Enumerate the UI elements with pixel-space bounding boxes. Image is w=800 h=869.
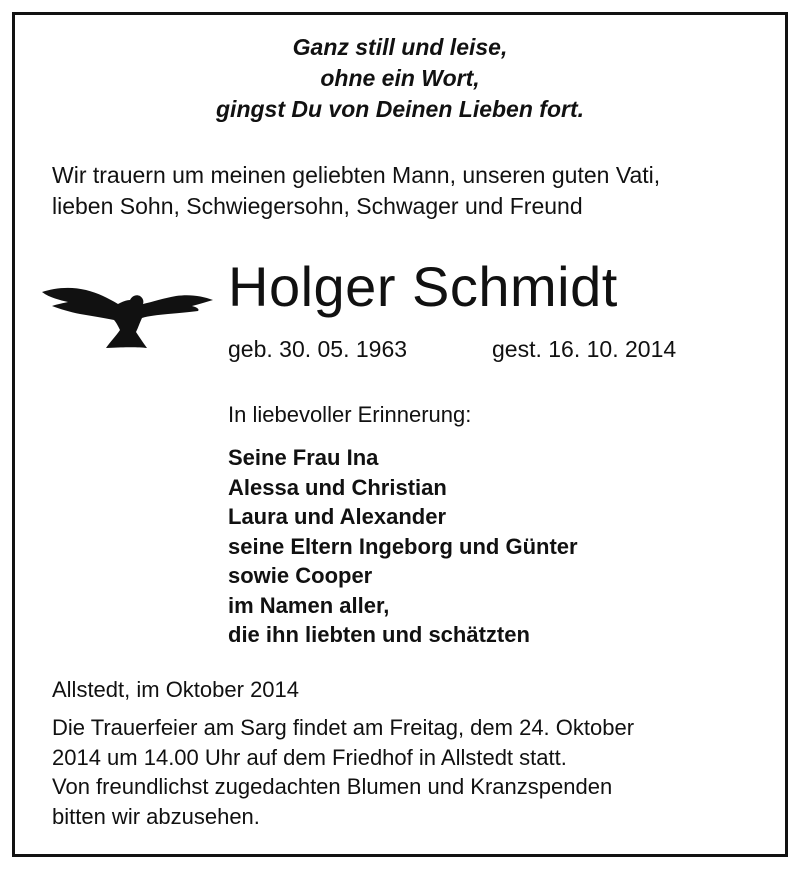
poem-line: ohne ein Wort, xyxy=(320,65,480,91)
notice-line: Von freundlichst zugedachten Blumen und Kranzspenden xyxy=(52,774,613,799)
poem-line: Ganz still und leise, xyxy=(292,34,508,60)
mourner-line: Seine Frau Ina xyxy=(228,445,379,470)
notice-line: Die Trauerfeier am Sarg findet am Freitag, dem 24. Oktober xyxy=(52,715,635,740)
mourner-line: die ihn liebten und schätzten xyxy=(228,622,530,647)
mourner-line: Laura und Alexander xyxy=(228,504,447,529)
bird-silhouette-icon xyxy=(40,276,215,350)
mourning-intro xyxy=(52,160,660,222)
notice-line: 2014 um 14.00 Uhr auf dem Friedhof in Allstedt statt. xyxy=(52,744,567,770)
birth-date: geb. 30. 05. 1963 xyxy=(228,336,408,362)
mourner-line: Alessa und Christian xyxy=(228,474,447,500)
intro-line: Wir trauern um meinen geliebten Mann, unseren guten Vati, xyxy=(52,162,661,188)
death-date: gest. 16. 10. 2014 xyxy=(492,336,677,362)
poem-line: gingst Du von Deinen Lieben fort. xyxy=(216,96,584,122)
notice-line: bitten wir abzusehen. xyxy=(52,803,260,829)
deceased-name: Holger Schmidt xyxy=(228,255,618,318)
mourner-line: sowie Cooper xyxy=(228,563,373,588)
mourner-line: seine Eltern Ingeborg und Günter xyxy=(228,533,578,559)
mourner-line: im Namen aller, xyxy=(228,592,390,618)
intro-line: lieben Sohn, Schwiegersohn, Schwager und Freund xyxy=(52,193,583,219)
place-and-date: Allstedt, im Oktober 2014 xyxy=(52,677,300,702)
memory-line: In liebevoller Erinnerung: xyxy=(228,402,472,427)
poem-verse xyxy=(0,32,800,125)
funeral-notice xyxy=(52,713,634,831)
mourners-list xyxy=(228,443,578,650)
